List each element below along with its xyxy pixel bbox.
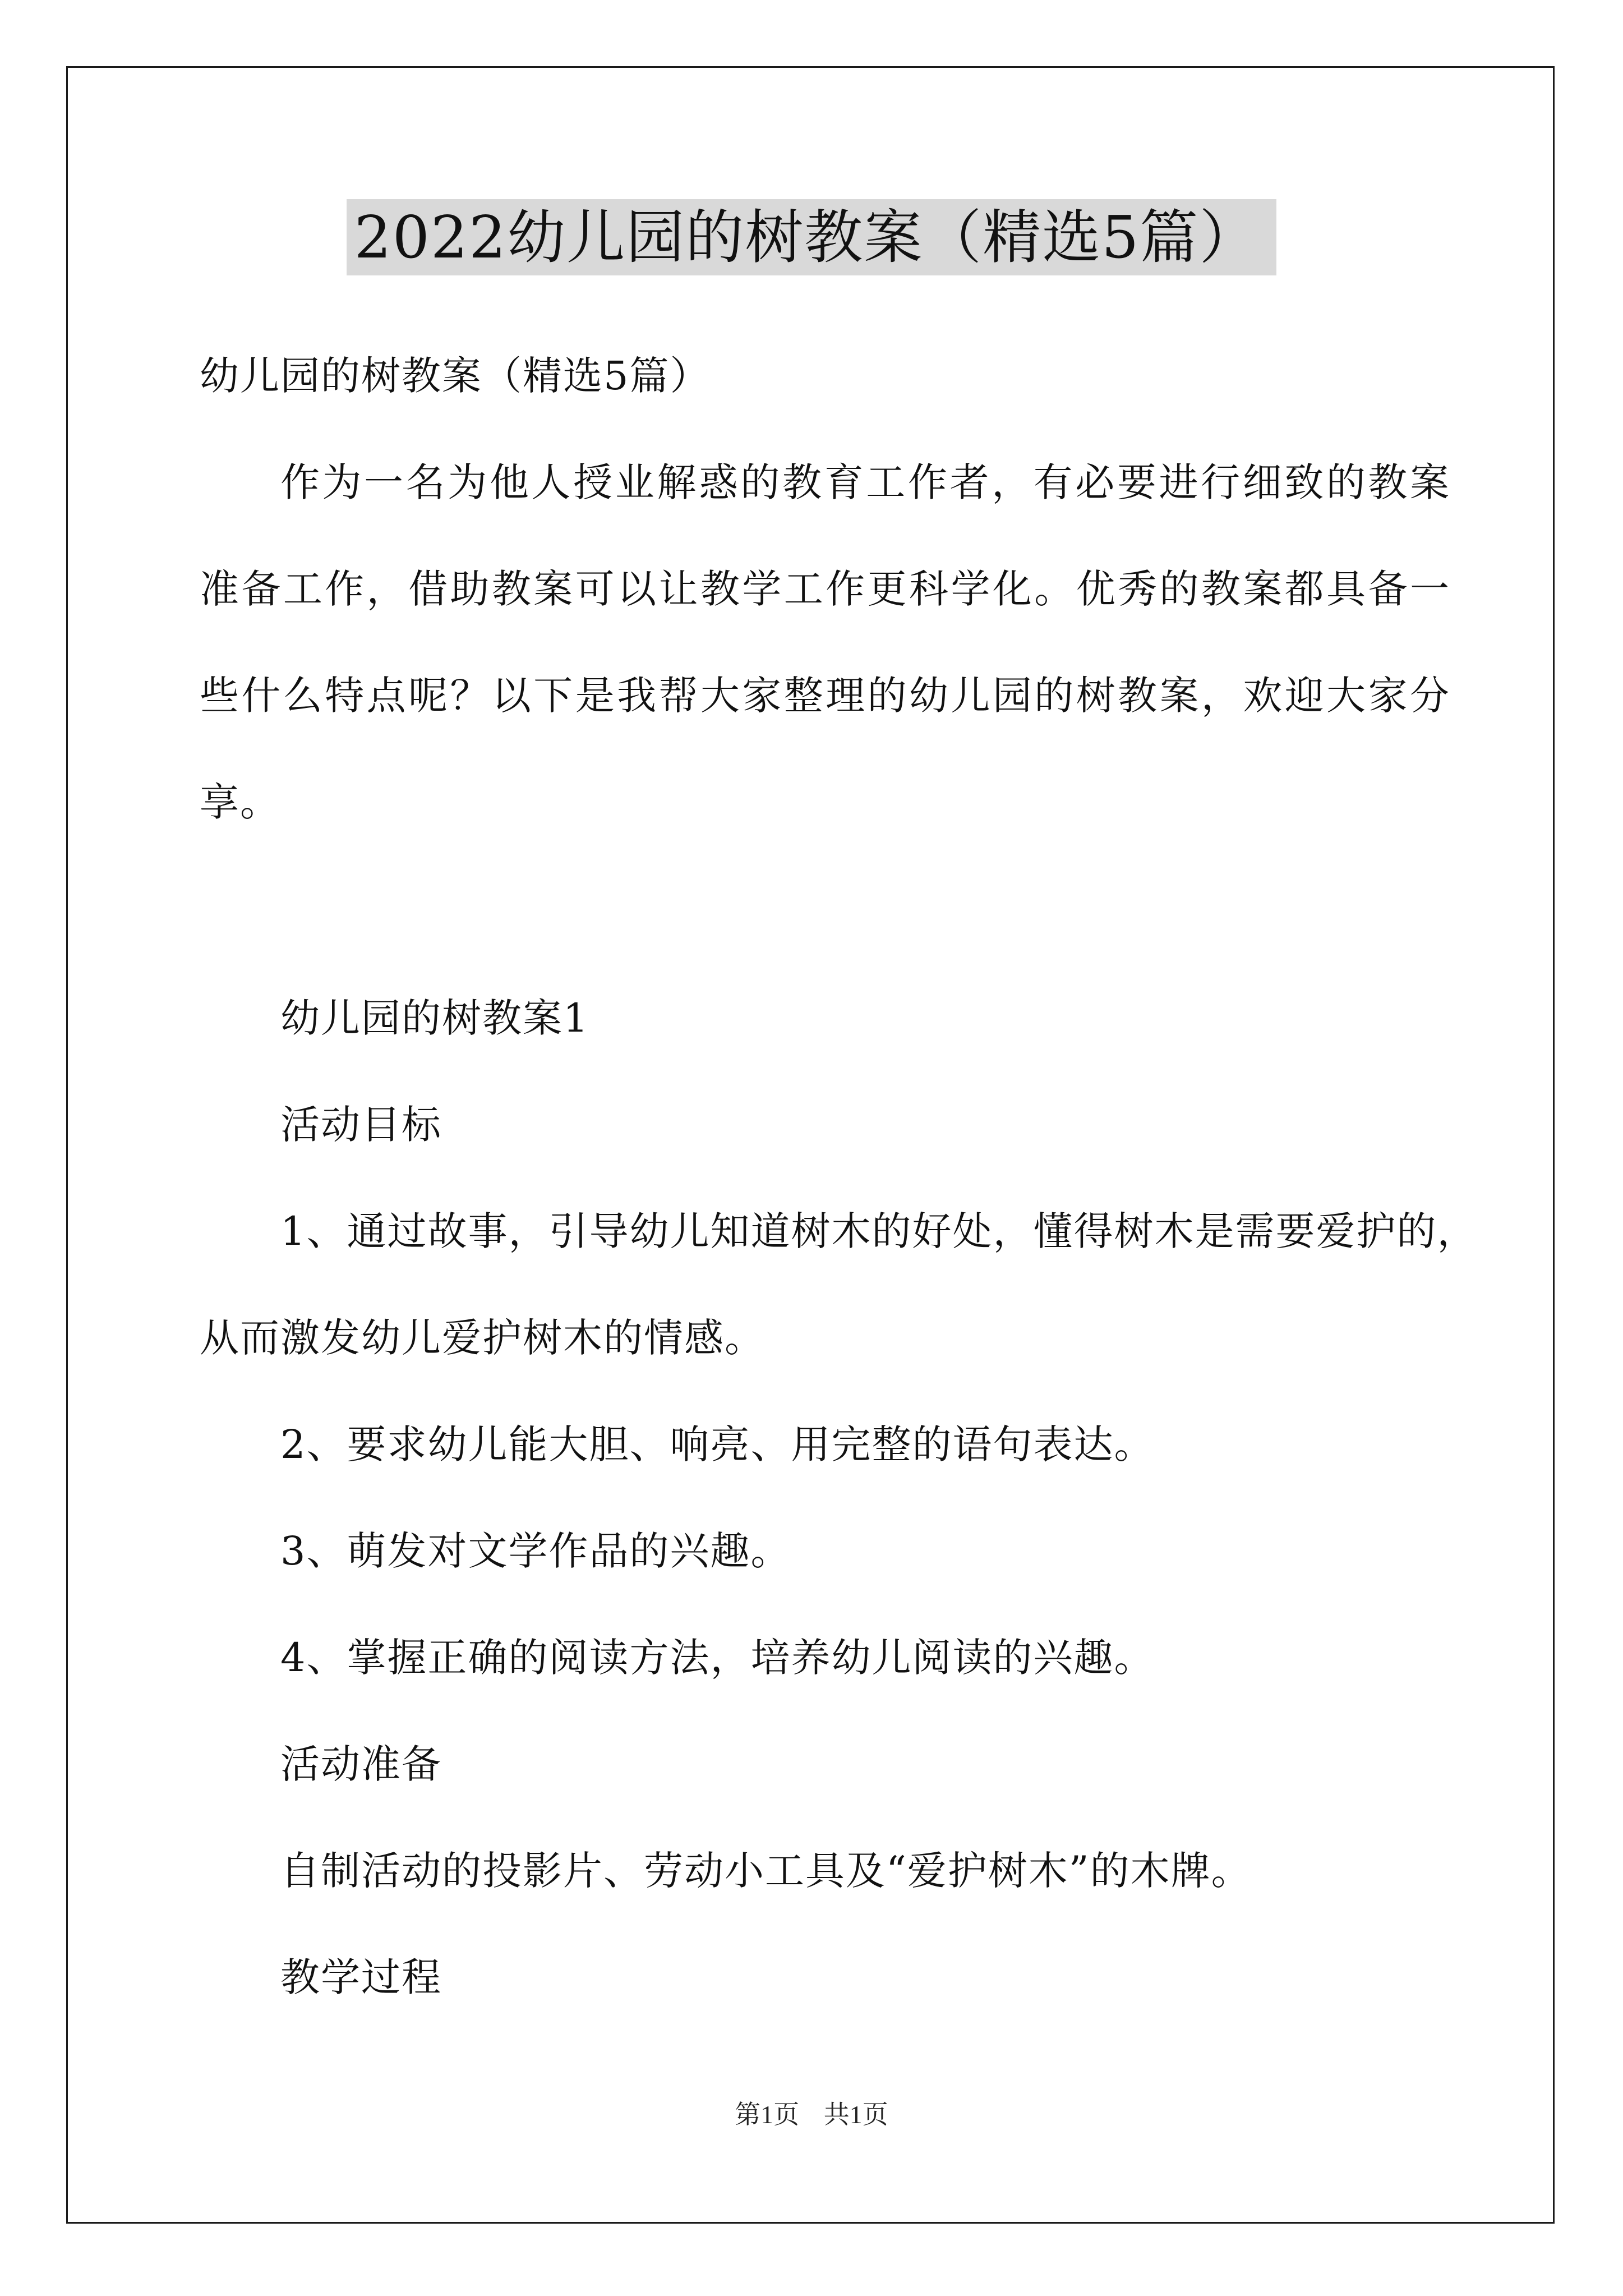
section-1-title: 幼儿园的树教案1 [280, 995, 589, 1041]
goal-1-line-1: 1、通过故事，引导幼儿知道树木的好处，懂得树木是需要爱护的， [280, 1208, 1478, 1254]
document-subtitle: 幼儿园的树教案（精选5篇） [200, 353, 711, 399]
process-heading: 教学过程 [280, 1954, 442, 2000]
intro-line-2: 准备工作，借助教案可以让教学工作更科学化。优秀的教案都具备一 [200, 566, 1450, 612]
intro-line-4: 享。 [200, 779, 280, 825]
document-title: 2022幼儿园的树教案（精选5篇） [347, 199, 1277, 275]
prep-heading: 活动准备 [280, 1741, 442, 1787]
goal-4: 4、掌握正确的阅读方法，培养幼儿阅读的兴趣。 [280, 1635, 1155, 1681]
goal-3: 3、萌发对文学作品的兴趣。 [280, 1528, 791, 1574]
prep-text: 自制活动的投影片、劳动小工具及“爱护树木”的木牌。 [280, 1848, 1252, 1894]
page-number: 第1页 [735, 2100, 800, 2129]
goals-heading: 活动目标 [280, 1102, 442, 1148]
title-wrap [0, 199, 1623, 275]
intro-line-3: 些什么特点呢？以下是我帮大家整理的幼儿园的树教案，欢迎大家分 [200, 673, 1450, 719]
page-footer [0, 2098, 1623, 2132]
goal-2: 2、要求幼儿能大胆、响亮、用完整的语句表达。 [280, 1421, 1155, 1467]
goal-1-line-2: 从而激发幼儿爱护树木的情感。 [200, 1315, 765, 1361]
page-total: 共1页 [823, 2100, 888, 2129]
intro-line-1: 作为一名为他人授业解惑的教育工作者，有必要进行细致的教案 [280, 459, 1450, 505]
